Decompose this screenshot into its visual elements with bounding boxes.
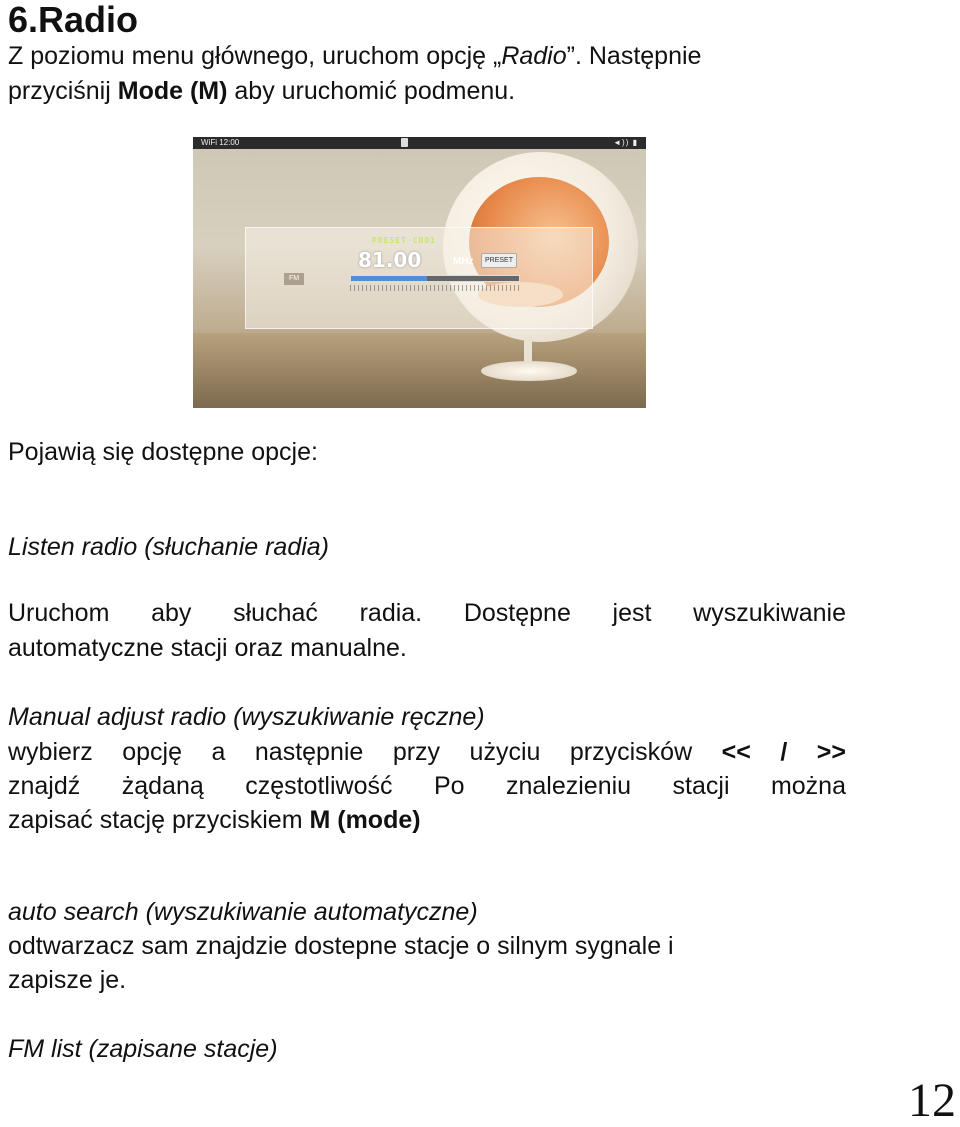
listen-radio-line-2: automatyczne stacji oraz manualne. (8, 634, 407, 662)
manual-adjust-line-1 (8, 737, 846, 767)
volume-battery-icons: ◄)) ▮ (613, 138, 638, 147)
mode-key-label: M (mode) (309, 806, 421, 834)
manual-adjust-line-3 (8, 805, 421, 835)
options-intro: Pojawią się dostępne opcje: (8, 438, 318, 466)
intro-text: przyciśnij (8, 77, 118, 105)
frequency-unit: MHz (453, 256, 474, 267)
status-bar (193, 137, 646, 149)
frequency-readout: 81.00 (358, 248, 422, 272)
band-chip[interactable]: FM (284, 273, 304, 285)
intro-text: aby uruchomić podmenu. (227, 77, 516, 105)
preset-channel-label: PRESET CH01 (372, 236, 436, 245)
radio-option-name: Radio (501, 42, 567, 70)
manual-text: zapisać stację przyciskiem (8, 806, 310, 834)
egg-chair-base (481, 361, 577, 381)
intro-line-1 (8, 41, 701, 71)
listen-radio-title: Listen radio (słuchanie radia) (8, 533, 330, 561)
intro-text: ”. Następnie (566, 42, 702, 70)
mode-key-label: Mode (M) (117, 77, 228, 105)
arrow-keys-label: << / >> (721, 738, 846, 766)
intro-line-2 (8, 76, 515, 106)
tuning-bar[interactable] (350, 275, 520, 282)
intro-text: Z poziomu menu głównego, uruchom opcję „ (8, 42, 502, 70)
radio-screen-screenshot (193, 137, 646, 408)
page-number: 12 (908, 1074, 956, 1127)
auto-search-line-1: odtwarzacz sam znajdzie dostepne stacje o silnym sygnale i (8, 932, 674, 960)
section-heading: 6.Radio (8, 0, 139, 40)
auto-search-line-2: zapisze je. (8, 966, 127, 994)
frequency-scale (350, 285, 520, 291)
manual-text: wybierz opcję a następnie przy użyciu przycisków (8, 738, 722, 766)
status-left: WiFi 12:00 (201, 138, 240, 147)
manual-adjust-line-2: znajdź żądaną częstotliwość Po znalezieniu stacji można (8, 772, 846, 800)
lock-icon (401, 138, 408, 147)
auto-search-title: auto search (wyszukiwanie automatyczne) (8, 898, 478, 926)
fm-list-title: FM list (zapisane stacje) (8, 1035, 278, 1063)
listen-radio-line-1: Uruchom aby słuchać radia. Dostępne jest wyszukiwanie (8, 599, 846, 627)
floor (193, 333, 646, 408)
manual-adjust-title: Manual adjust radio (wyszukiwanie ręczne) (8, 703, 485, 731)
preset-button[interactable]: PRESET (481, 253, 517, 268)
radio-panel (245, 227, 593, 329)
tuning-bar-fill (351, 276, 427, 281)
